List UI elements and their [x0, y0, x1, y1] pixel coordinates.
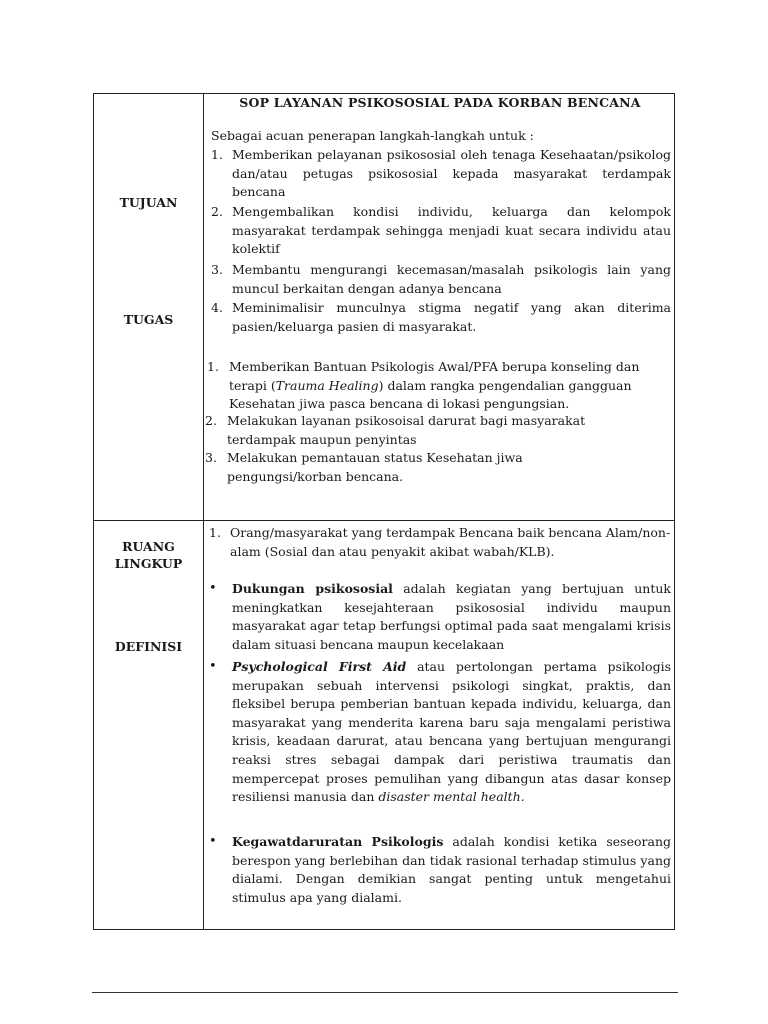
- item-text: [229, 358, 675, 414]
- item-number: 3.: [205, 450, 217, 465]
- definisi-italic: disaster mental health.: [378, 789, 525, 805]
- tugas-italic: Trauma Healing: [275, 377, 379, 393]
- item-text: Memberikan pelayanan psikososial oleh tenaga Kesehaatan/psikolog dan/atau petugas psikososial kepada masyarakat terdampak bencana: [232, 147, 671, 200]
- document-title: SOP LAYANAN PSIKOSOSIAL PADA KORBAN BENCANA: [239, 95, 641, 110]
- label-definisi: DEFINISI: [114, 639, 183, 654]
- tugas-text-a: Memberikan Bantuan Psikologis Awal/PFA berupa konseling dan terapi (: [229, 359, 640, 393]
- item-text: Melakukan pemantauan status Kesehatan jiwa pengungsi/korban bencana.: [227, 450, 523, 484]
- item-text: Membantu mengurangi kecemasan/masalah psikologis lain yang muncul berkaitan dengan adanya bencana: [232, 262, 671, 296]
- definisi-desc: atau pertolongan pertama psikologis merupakan sebuah intervensi psikologi singkat, praktis, dan fleksibel berupa pemberian bantuan kepada individu, keluarga, dan masyarakat yang menderita karena baru saja mengalami peristiwa krisis, keadaan darurat, atau bencana yang bertujuan mengurangi reaksi stres sebagai dampak dari peristiwa traumatis dan mempercepat proses pemulihan yang dibangun atas dasar konsep resiliensi manusia dan: [232, 659, 671, 805]
- item-text: [232, 580, 671, 654]
- definisi-desc: adalah kegiatan yang bertujuan untuk meningkatkan kesejahteraan psikososial individu maupun masyarakat agar tetap berfungsi optimal pada saat mengalami krisis dalam situasi bencana maupun kecelakaan: [232, 581, 672, 652]
- item-text: Orang/masyarakat yang terdampak Bencana baik bencana Alam/non-alam (Sosial dan atau penyakit akibat wabah/KLB).: [230, 525, 671, 559]
- definisi-desc: adalah kondisi ketika seseorang berespon yang berlebihan dan tidak rasional terhadap stimulus yang dialami. Dengan demikian sangat penting untuk mengetahui stimulus apa yang dialami.: [232, 834, 671, 905]
- item-text: Mengembalikan kondisi individu, keluarga dan kelompok masyarakat terdampak sehingga menjadi kuat secara individu atau kolektif: [232, 204, 671, 257]
- bullet-icon: •: [209, 581, 217, 596]
- label-lingkup: LINGKUP: [114, 556, 183, 571]
- item-text: Meminimalisir munculnya stigma negatif yang akan diterima pasien/keluarga pasien di masyarakat.: [232, 300, 671, 334]
- item-text: [232, 658, 671, 807]
- label-tugas: TUGAS: [123, 312, 174, 327]
- item-number: 4.: [211, 300, 223, 315]
- item-number: 2.: [205, 413, 217, 428]
- tugas-text-b: ) dalam rangka pengendalian gangguan Kesehatan jiwa pasca bencana di lokasi pengungsian.: [229, 377, 632, 412]
- bullet-icon: •: [209, 659, 217, 674]
- column-divider: [203, 94, 204, 929]
- item-text: Melakukan layanan psikosoisal darurat bagi masyarakat terdampak maupun penyintas: [227, 413, 586, 447]
- item-number: 1.: [211, 147, 223, 162]
- footer-rule: [92, 992, 678, 993]
- label-tujuan: TUJUAN: [119, 195, 178, 210]
- sop-table: [93, 93, 675, 930]
- item-number: 1.: [209, 525, 221, 540]
- item-text: [232, 833, 671, 907]
- definisi-term: Psychological First Aid: [232, 659, 407, 674]
- row-divider: [94, 520, 674, 521]
- tujuan-intro: Sebagai acuan penerapan langkah-langkah untuk :: [211, 128, 534, 143]
- definisi-term: Kegawatdaruratan Psikologis: [232, 834, 444, 849]
- label-ruang: RUANG: [122, 539, 175, 554]
- item-number: 1.: [207, 359, 219, 374]
- definisi-term: Dukungan psikososial: [232, 581, 393, 596]
- bullet-icon: •: [209, 834, 217, 849]
- item-number: 2.: [211, 204, 223, 219]
- item-number: 3.: [211, 262, 223, 277]
